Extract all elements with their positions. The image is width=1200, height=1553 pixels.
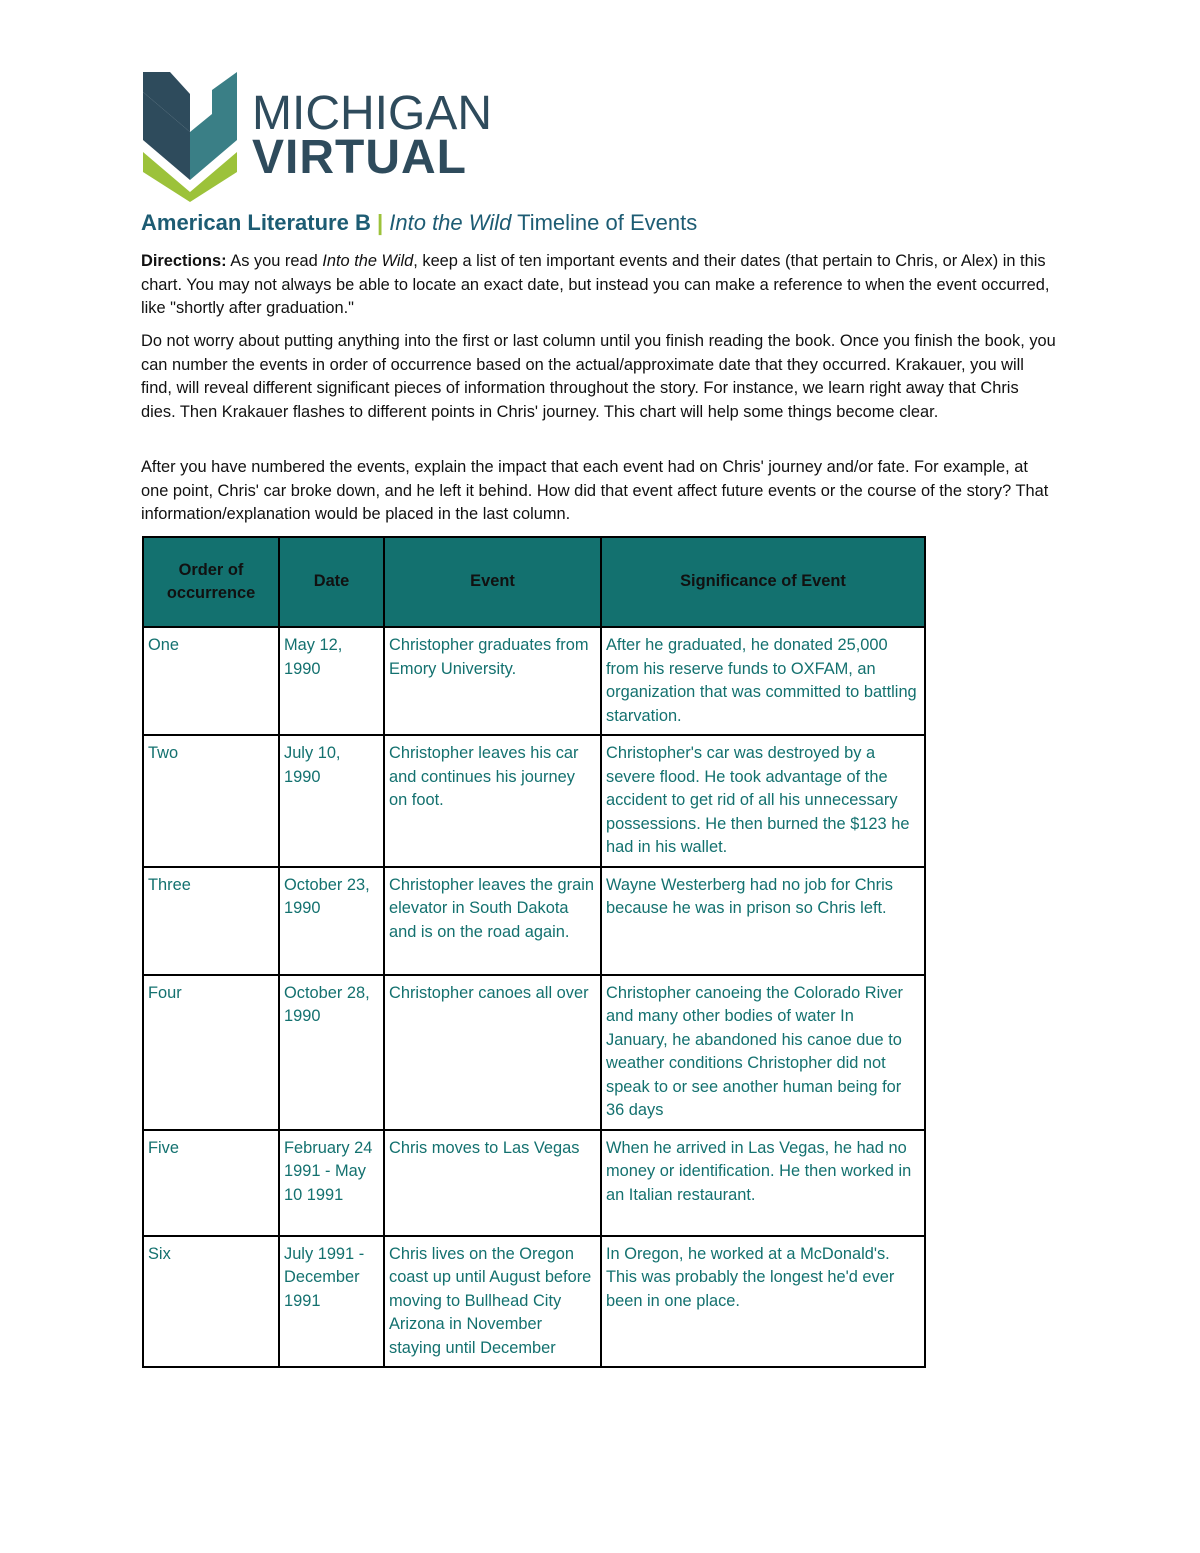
directions-paragraph-1 [141, 250, 1056, 321]
date-cell: May 12, 1990 [279, 627, 384, 735]
date-cell: July 10, 1990 [279, 735, 384, 867]
course-name: American Literature B [141, 210, 371, 235]
order-cell: Four [143, 975, 279, 1130]
logo-wordmark-virtual: VIRTUAL [252, 131, 467, 184]
event-cell: Christopher canoes all over [384, 975, 601, 1130]
table-row [143, 735, 925, 867]
significance-cell: Christopher's car was destroyed by a severe flood. He took advantage of the accident to get rid of all his unnecessary possessions. He then burned the $123 he had in his wallet. [601, 735, 925, 867]
header-significance: Significance of Event [601, 537, 925, 627]
directions-paragraph-2: Do not worry about putting anything into the first or last column until you finish reading the book. Once you finish the book, you can number the events in order of occurrence based on the actual/approximate date that they occurred. Krakauer, you will find, will reveal different significant pieces of information throughout the story. For instance, we learn right away that Chris dies. Then Krakauer flashes to different points in Chris' journey. This chart will help some things become clear. [141, 332, 1056, 421]
order-cell: Six [143, 1236, 279, 1368]
significance-cell: Christopher canoeing the Colorado River and many other bodies of water In January, he abandoned his canoe due to weather conditions Christopher did not speak to or see another human being for 36 days [601, 975, 925, 1130]
event-cell: Christopher graduates from Emory University. [384, 627, 601, 735]
header-date: Date [279, 537, 384, 627]
order-cell: Three [143, 867, 279, 975]
date-cell: October 23, 1990 [279, 867, 384, 975]
table-row [143, 867, 925, 975]
logo-m-chevron-icon [140, 72, 240, 202]
date-cell: February 24 1991 - May 10 1991 [279, 1130, 384, 1236]
table-row [143, 627, 925, 735]
header-event: Event [384, 537, 601, 627]
table-row [143, 1236, 925, 1368]
order-cell: One [143, 627, 279, 735]
book-title: Into the Wild [389, 210, 512, 235]
significance-cell: After he graduated, he donated 25,000 from his reserve funds to OXFAM, an organization that was committed to battling starvation. [601, 627, 925, 735]
event-cell: Christopher leaves the grain elevator in South Dakota and is on the road again. [384, 867, 601, 975]
logo-wordmark-michigan: MICHIGAN [252, 87, 492, 140]
date-cell: July 1991 - December 1991 [279, 1236, 384, 1368]
event-cell: Christopher leaves his car and continues his journey on foot. [384, 735, 601, 867]
directions-book-title: Into the Wild [322, 252, 414, 270]
order-cell: Five [143, 1130, 279, 1236]
directions-label: Directions: [141, 252, 227, 270]
directions-text-1b: , keep a list of ten important events and their dates (that pertain to Chris, or Alex) in this chart. You may not always be able to locate an exact date, but instead you can make a reference to when the event occurred, like "shortly after graduation." [141, 252, 1050, 317]
title-rest: Timeline of Events [517, 210, 698, 235]
event-cell: Chris moves to Las Vegas [384, 1130, 601, 1236]
directions-paragraph-3: After you have numbered the events, explain the impact that each event had on Chris' journey and/or fate. For example, at one point, Chris' car broke down, and he left it behind. How did that event affect future events or the course of the story? That information/explanation would be placed in the last column. [141, 458, 1049, 523]
timeline-table [142, 536, 926, 1368]
title-separator: | [376, 210, 384, 235]
significance-cell: Wayne Westerberg had no job for Chris because he was in prison so Chris left. [601, 867, 925, 975]
date-cell: October 28, 1990 [279, 975, 384, 1130]
significance-cell: In Oregon, he worked at a McDonald's. This was probably the longest he'd ever been in one place. [601, 1236, 925, 1368]
michigan-virtual-logo [140, 72, 492, 202]
significance-cell: When he arrived in Las Vegas, he had no money or identification. He then worked in an Italian restaurant. [601, 1130, 925, 1236]
order-cell: Two [143, 735, 279, 867]
table-row [143, 975, 925, 1130]
table-header-row [143, 537, 925, 627]
event-cell: Chris lives on the Oregon coast up until August before moving to Bullhead City Arizona in November staying until December [384, 1236, 601, 1368]
table-row [143, 1130, 925, 1236]
directions-text-1a: As you read [226, 252, 323, 270]
document-title [141, 210, 697, 236]
header-order: Order of occurrence [143, 537, 279, 627]
